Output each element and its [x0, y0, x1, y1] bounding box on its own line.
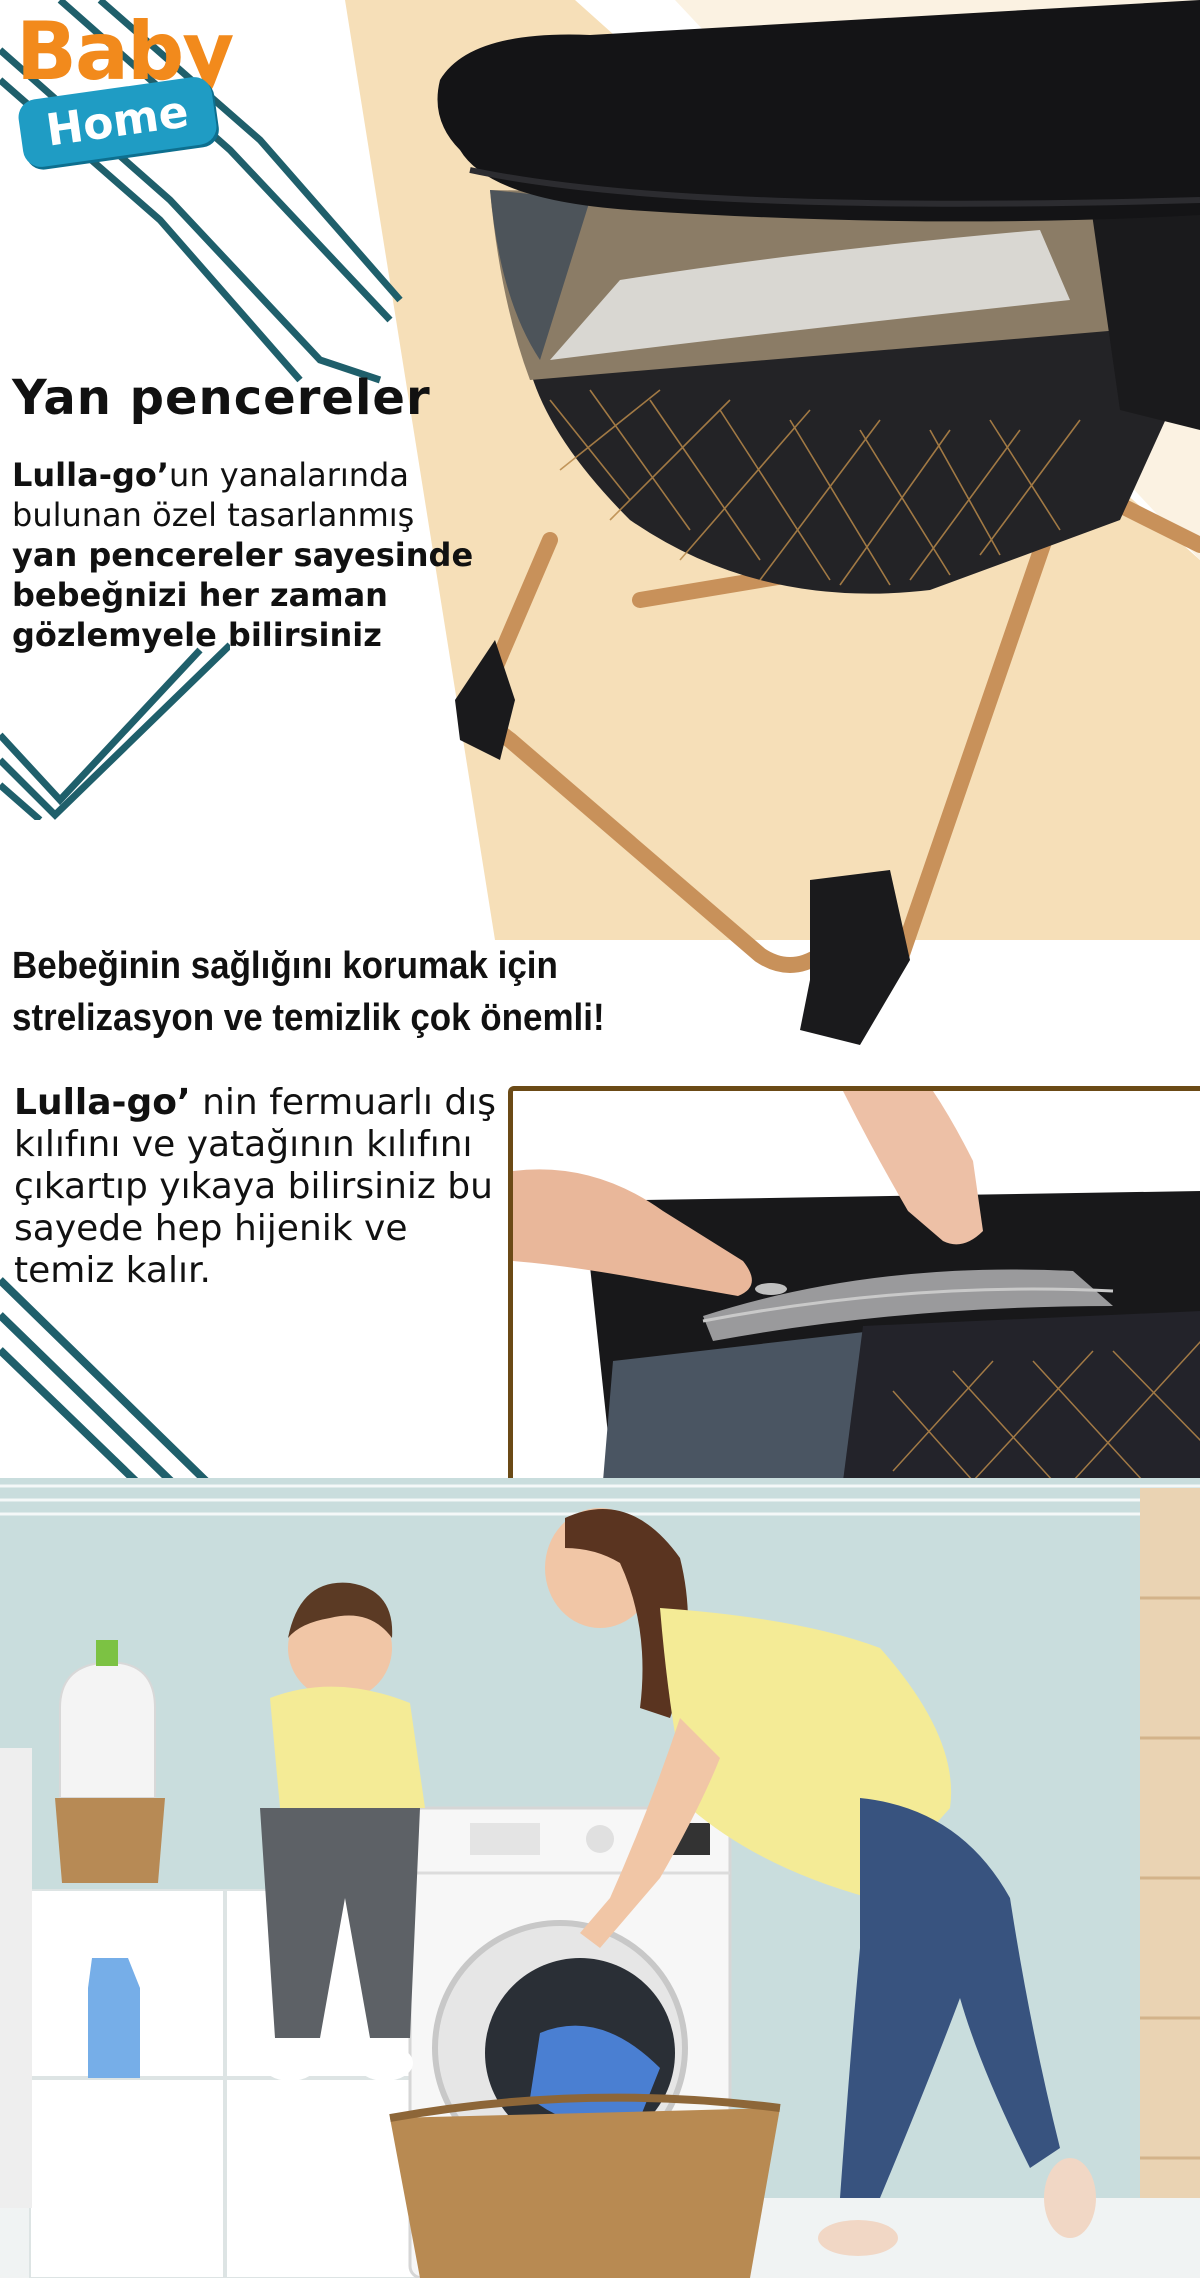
washable-cover-text: nin fermuarlı dış kılıfını ve yatağının kılıfını çıkartıp yıkaya bilirsiniz bu sayede hep hijenik ve temiz kalır. [14, 1082, 496, 1291]
description-regular: un yanalarında bulunan özel tasarlanmış [12, 456, 415, 534]
product-name-bold-2: Lulla-go’ [14, 1082, 191, 1123]
description-bold: yan pencereler sayesinde bebeğnizi her zaman gözlemyele bilirsiniz [12, 536, 474, 654]
bassinet-product-image [430, 0, 1200, 1060]
logo-baby-text: Baby [16, 5, 233, 98]
hygiene-headline-line1: Bebeğinin sağlığını korumak için [12, 945, 558, 987]
zipper-closeup-photo [508, 1086, 1200, 1486]
side-windows-description [12, 455, 532, 655]
laundry-scene-photo [0, 1478, 1200, 2278]
hygiene-headline-line2: strelizasyon ve temizlik çok önemli! [12, 997, 605, 1039]
heading-side-windows: Yan pencereler [12, 370, 431, 426]
hygiene-headline [12, 940, 711, 1044]
product-name-bold: Lulla-go’ [12, 456, 170, 494]
decorative-stripes-mid [0, 640, 230, 820]
logo-home-badge: Home [16, 75, 218, 169]
